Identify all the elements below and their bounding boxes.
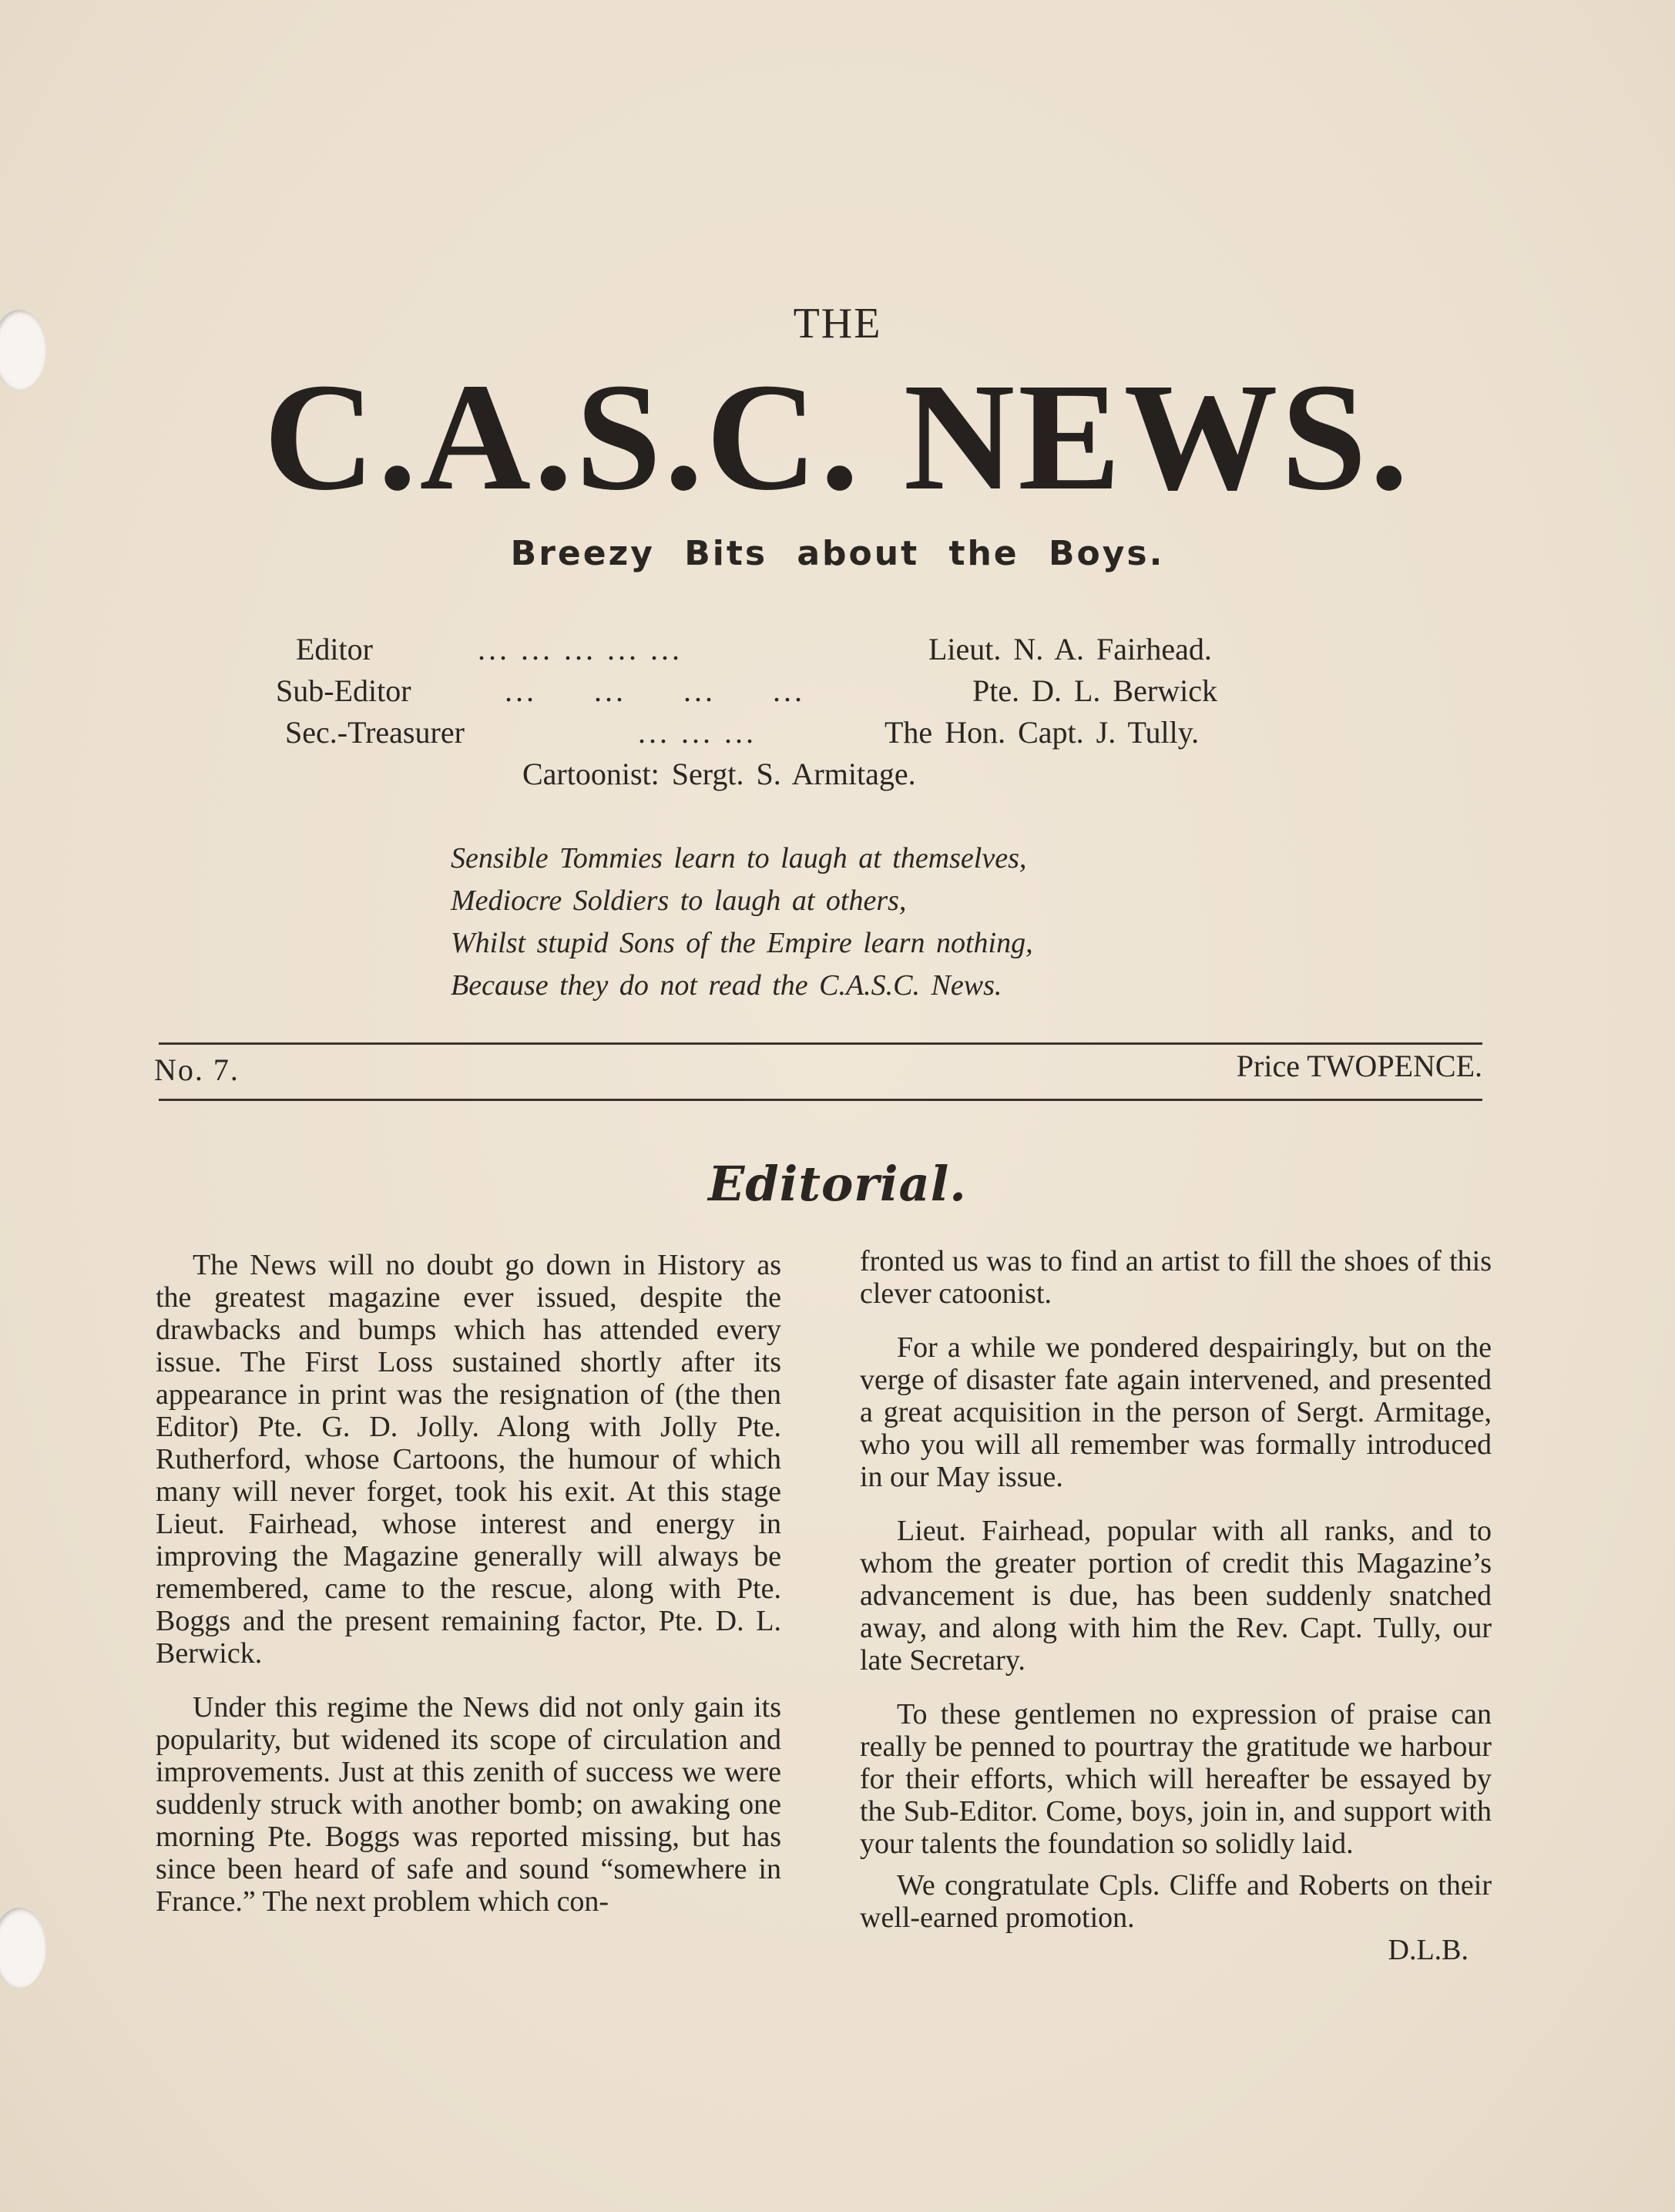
editorial-paragraph: Lieut. Fairhead, popular with all ranks, and to whom the greater portion of credit this Magazine’s advancement is due, has been suddenly snatched away, and along with him the Rev. Capt. Tully, our late Secretary. bbox=[860, 1515, 1492, 1677]
staff-role-treasurer: Sec.-Treasurer bbox=[285, 715, 465, 750]
top-rule bbox=[159, 1042, 1482, 1045]
editorial-signature: D.L.B. bbox=[1388, 1934, 1469, 1966]
staff-row-editor bbox=[0, 630, 1675, 669]
motto-line: Whilst stupid Sons of the Empire learn nothing, bbox=[451, 927, 1033, 959]
staff-name-sub-editor: Pte. D. L. Berwick bbox=[972, 673, 1217, 708]
motto bbox=[451, 837, 1033, 1007]
motto-line: Mediocre Soldiers to laugh at others, bbox=[451, 884, 907, 917]
editorial-left-column bbox=[156, 1249, 781, 1918]
staff-dots-treasurer: ... ... ... bbox=[638, 715, 757, 750]
staff-name-editor: Lieut. N. A. Fairhead. bbox=[928, 632, 1212, 666]
staff-dots-editor: ... ... ... ... ... bbox=[478, 632, 683, 666]
editorial-paragraph: Under this regime the News did not only gain its popularity, but widened its scope of circulation and improvements. Just at this zenith of success we were suddenly struck with another bomb; on awaking one morning Pte. Boggs was reported missing, but has since been heard of safe and sound “somewhere in France.” The next problem which con- bbox=[156, 1691, 781, 1918]
issue-price: Price TWOPENCE. bbox=[1236, 1049, 1482, 1083]
staff-name-treasurer: The Hon. Capt. J. Tully. bbox=[884, 715, 1200, 750]
masthead-the: THE bbox=[793, 300, 882, 347]
editorial-paragraph: fronted us was to find an artist to fill the shoes of this clever catoonist. bbox=[860, 1245, 1492, 1310]
bottom-rule bbox=[159, 1099, 1482, 1101]
masthead-title: C.A.S.C. NEWS. bbox=[264, 352, 1411, 522]
motto-line: Sensible Tommies learn to laugh at themselves, bbox=[451, 842, 1027, 874]
masthead-subtitle: Breezy Bits about the Boys. bbox=[510, 534, 1165, 573]
editorial-paragraph: We congratulate Cpls. Cliffe and Roberts on their well-earned promotion. bbox=[860, 1869, 1492, 1934]
motto-line: Because they do not read the C.A.S.C. News. bbox=[451, 969, 1002, 1002]
editorial-paragraph: To these gentlemen no expression of praise can really be penned to pourtray the gratitude we harbour for their efforts, which will hereafter be essayed by the Sub-Editor. Come, boys, join in, and support with your talents the foundation so solidly laid. bbox=[860, 1698, 1492, 1860]
staff-row-treasurer bbox=[0, 713, 1675, 752]
staff-row-cartoonist bbox=[0, 755, 1675, 794]
issue-number: No. 7. bbox=[154, 1052, 240, 1087]
staff-cartoonist: Cartoonist: Sergt. S. Armitage. bbox=[522, 757, 916, 791]
editorial-title: Editorial. bbox=[708, 1156, 967, 1212]
editorial-right-column bbox=[860, 1245, 1492, 1966]
staff-row-sub-editor bbox=[0, 672, 1675, 710]
editorial-paragraph: For a while we pondered despairingly, but on the verge of disaster fate again intervened, and presented a great acquisition in the person of Sergt. Armitage, who you will all remember was formally introduced in our May issue. bbox=[860, 1331, 1492, 1493]
staff-role-editor: Editor bbox=[296, 632, 373, 666]
staff-dots-sub-editor: ... ... ... ... bbox=[505, 673, 805, 708]
editorial-paragraph: The News will no doubt go down in History as the greatest magazine ever issued, despite the drawbacks and bumps which has attended every issue. The First Loss sustained shortly after its appearance in print was the resignation of (the then Editor) Pte. G. D. Jolly. Along with Jolly Pte. Rutherford, whose Cartoons, the humour of which many will never forget, took his exit. At this stage Lieut. Fairhead, whose interest and energy in improving the Magazine generally will always be remembered, came to the rescue, along with Pte. Boggs and the present remaining factor, Pte. D. L. Berwick. bbox=[156, 1249, 781, 1670]
staff-role-sub-editor: Sub-Editor bbox=[276, 673, 411, 708]
